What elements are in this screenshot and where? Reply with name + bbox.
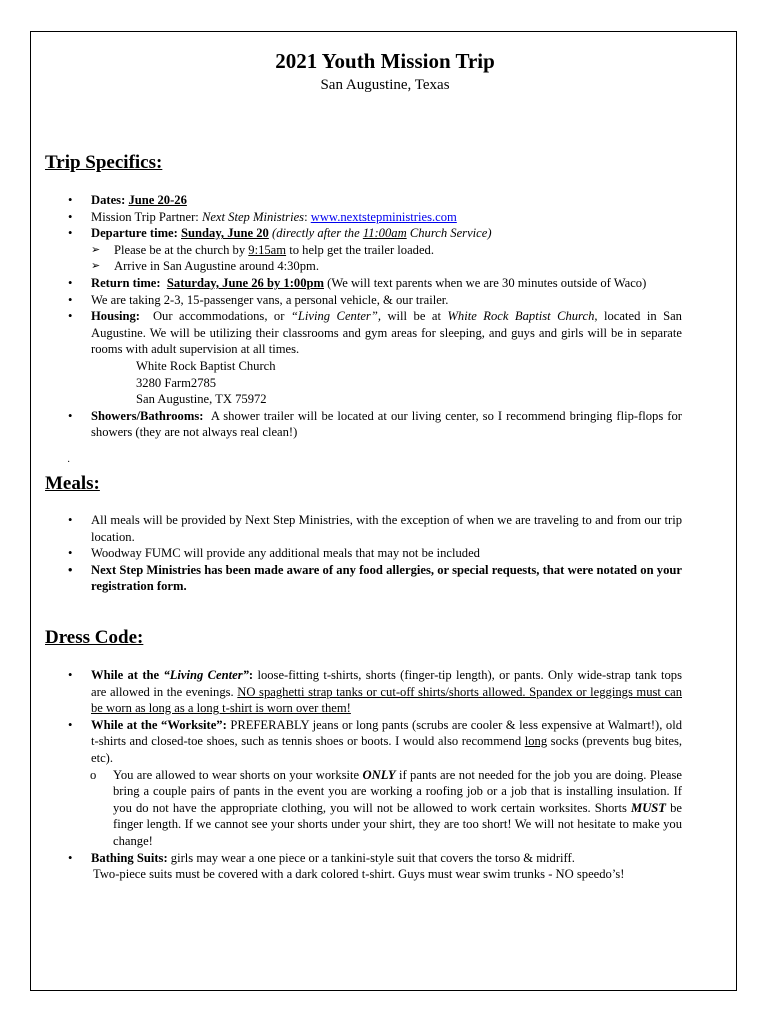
dress-code-heading: Dress Code: [45, 627, 144, 648]
housing-quote: “Living Center”, [290, 309, 381, 324]
living-label-quote: “Living Center” [163, 668, 249, 682]
shorts-text: be finger length. If we cannot see your shorts under your shirt, they are too short! We will not hesitate to make you change! [113, 800, 682, 848]
housing-text: will be at [381, 309, 448, 324]
bathing-text: girls may wear a one piece or a tankini-style suit that covers the torso & midriff. [167, 850, 575, 865]
partner-name: Next Step Ministries [201, 209, 305, 224]
housing-label: Housing: [91, 309, 140, 324]
living-label: While at the [91, 668, 164, 682]
return-note: (We will text parents when we are 30 minutes outside of Waco) [327, 275, 647, 290]
shorts-must: MUST [631, 800, 666, 815]
dates-label: Dates: [91, 193, 126, 207]
list-item-departure [68, 225, 682, 242]
bathing-line-2: Two-piece suits must be covered with a dark colored t-shirt. Guys must wear swim trunks - NO speedo’s! [93, 867, 625, 882]
list-item-living-center [68, 667, 682, 717]
showers-text: A shower trailer will be located at our living center, so I recommend bringing flip-flops for showers (they are not always real clean!) [91, 408, 682, 440]
list-item-housing [68, 308, 682, 408]
departure-value: Sunday, June 20 [181, 226, 269, 241]
departure-label: Departure time: [91, 226, 178, 241]
list-item-showers [68, 408, 682, 441]
sub-text: to help get the trailer loaded. [286, 242, 434, 257]
list-item-dates [68, 192, 682, 209]
address-line-1: White Rock Baptist Church [136, 358, 276, 373]
list-item-return [68, 275, 682, 292]
worksite-long: long [524, 734, 548, 749]
bathing-label: Bathing Suits: [91, 850, 168, 865]
housing-text: , located in San Augustine. We will be utilizing their classrooms and gym areas for sleeping, and guys and girls will be in separate rooms with adult supervision at all times. [91, 309, 682, 357]
address-line-2: 3280 Farm2785 [136, 375, 217, 390]
stray-mark: · [67, 457, 71, 468]
departure-note-time: 11:00am [362, 226, 407, 241]
return-label: Return time: [91, 275, 161, 290]
living-rule: NO spaghetti strap tanks or cut-off shirts/shorts allowed. Spandex or leggings must can be worn as long as a long t-shirt is worn over them! [91, 684, 682, 716]
document-subtitle: San Augustine, Texas [320, 77, 450, 93]
dates-value: June 20-26 [128, 193, 187, 207]
showers-label: Showers/Bathrooms: [91, 408, 204, 423]
housing-church: White Rock Baptist Church [447, 309, 595, 324]
document-title: 2021 Youth Mission Trip [275, 49, 495, 73]
sub-text: Please be at the church by [114, 242, 249, 257]
return-value: Saturday, June 26 by 1:00pm [166, 275, 324, 290]
living-text: loose-fitting t-shirts, shorts (finger-tip length), or pants. Only wide-strap tank tops are allowed in the evenings. [91, 668, 682, 699]
departure-note-1: (directly after the [272, 226, 363, 241]
trip-specifics-list [68, 192, 682, 441]
meals-heading: Meals: [45, 473, 100, 494]
shorts-text: You are allowed to wear shorts on your worksite [113, 767, 363, 782]
list-item-meals-provided: • All meals will be provided by Next Step Ministries, with the exception of when we are traveling to and from our trip location. [68, 512, 682, 545]
meals-list [68, 512, 682, 595]
trip-specifics-heading: Trip Specifics: [45, 152, 163, 173]
housing-text: Our accommodations, or [152, 309, 291, 324]
partner-website-link[interactable]: www.nextstepministries.com [310, 209, 457, 224]
list-item-meals-allergies: • Next Step Ministries has been made aware of any food allergies, or special requests, that were notated on your registration form. [68, 562, 682, 595]
address-line-3: San Augustine, TX 75972 [136, 392, 267, 407]
worksite-text: PREFERABLY jeans or long pants (scrubs are cooler & less expensive at Walmart!), old t-shirts and closed-toe shoes, such as tennis shoes or boots. I would also recommend [91, 717, 682, 749]
church-time: 9:15am [248, 242, 287, 257]
worksite-text-2: socks (prevents bug bites, etc). [91, 734, 682, 765]
shorts-only: ONLY [362, 767, 396, 782]
sub-item-arrival-church [91, 242, 682, 259]
list-item-bathing-suits [68, 850, 682, 883]
sub-item-arrive-san-augustine: ➢ Arrive in San Augustine around 4:30pm. [91, 258, 682, 275]
sub-item-shorts [90, 767, 682, 850]
departure-note-2: Church Service) [406, 226, 492, 241]
shorts-text: if pants are not needed for the job you are doing. Please bring a couple pairs of pants in the event you are working a roofing job or a job that is installing insulation. If you do not have the appropriate clothing, you will not be allowed to work certain worksites. Shorts [113, 767, 683, 815]
list-item-vans: • We are taking 2-3, 15-passenger vans, a personal vehicle, & our trailer. [68, 292, 682, 309]
dress-code-list [68, 667, 682, 883]
worksite-label: While at the “Worksite”: [91, 717, 227, 732]
partner-separator: : [304, 209, 308, 224]
partner-label: Mission Trip Partner: [91, 209, 199, 224]
list-item-worksite [68, 717, 682, 767]
list-item-meals-fumc: • Woodway FUMC will provide any additional meals that may not be included [68, 545, 682, 562]
list-item-partner [68, 209, 682, 226]
living-label-colon: : [248, 668, 254, 682]
